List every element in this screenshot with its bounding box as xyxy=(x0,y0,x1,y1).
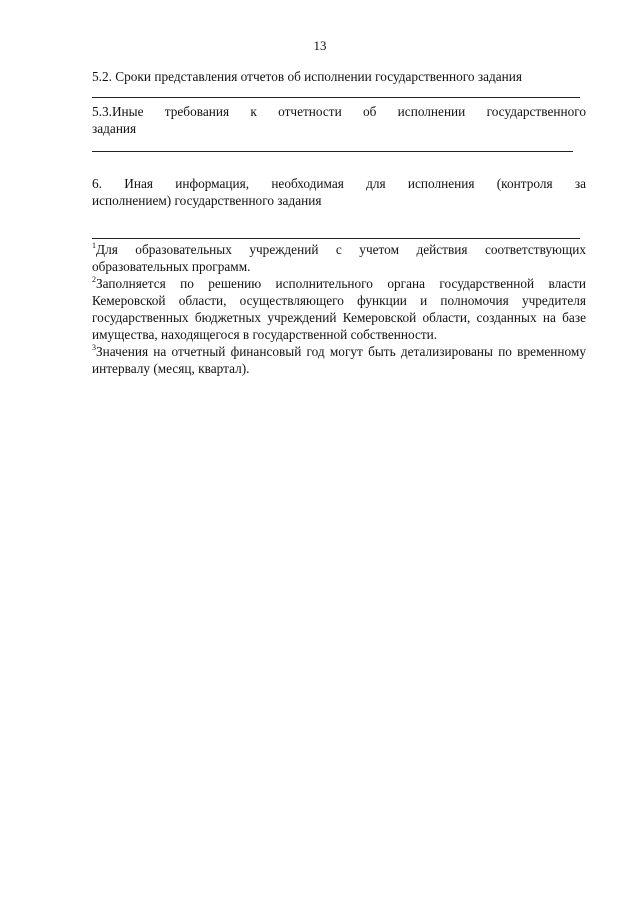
section-5-3-line-2: задания xyxy=(92,121,137,136)
footnote-1 xyxy=(92,241,586,275)
footnote-2-text: Заполняется по решению исполнительного органа государственной власти Кемеровской области, осуществляющего функции и полномочия учредителя государственных бюджетных учреждений Кемеровской области, созданных на базе имущества, находящегося в государственной собственности. xyxy=(92,276,586,342)
footnote-3 xyxy=(92,343,586,377)
footnote-2-mark: 2 xyxy=(92,275,96,284)
footnotes xyxy=(92,241,586,377)
footnote-1-text: Для образовательных учреждений с учетом действия соответствующих образовательных программ. xyxy=(92,242,586,274)
section-5-3-line-1: 5.3.Иные требования к отчетности об исполнении государственного xyxy=(92,104,586,119)
section-6-line-1: 6. Иная информация, необходимая для исполнения (контроля за xyxy=(92,176,586,191)
section-5-2-heading: 5.2. Сроки представления отчетов об исполнении государственного задания xyxy=(92,69,523,84)
page-number: 13 xyxy=(313,38,327,53)
section-6-line-2: исполнением) государственного задания xyxy=(92,193,322,208)
footnote-separator xyxy=(92,238,580,239)
section-5-3-heading xyxy=(92,103,586,137)
footnote-2 xyxy=(92,275,586,343)
section-6-heading xyxy=(92,175,586,209)
footnote-1-mark: 1 xyxy=(92,241,96,250)
footnote-3-text: Значения на отчетный финансовый год могут быть детализированы по временному интервалу (месяц, квартал). xyxy=(92,344,586,376)
section-5-2-fill-line xyxy=(92,97,580,98)
section-5-3-fill-line xyxy=(92,151,573,152)
footnote-3-mark: 3 xyxy=(92,343,96,352)
